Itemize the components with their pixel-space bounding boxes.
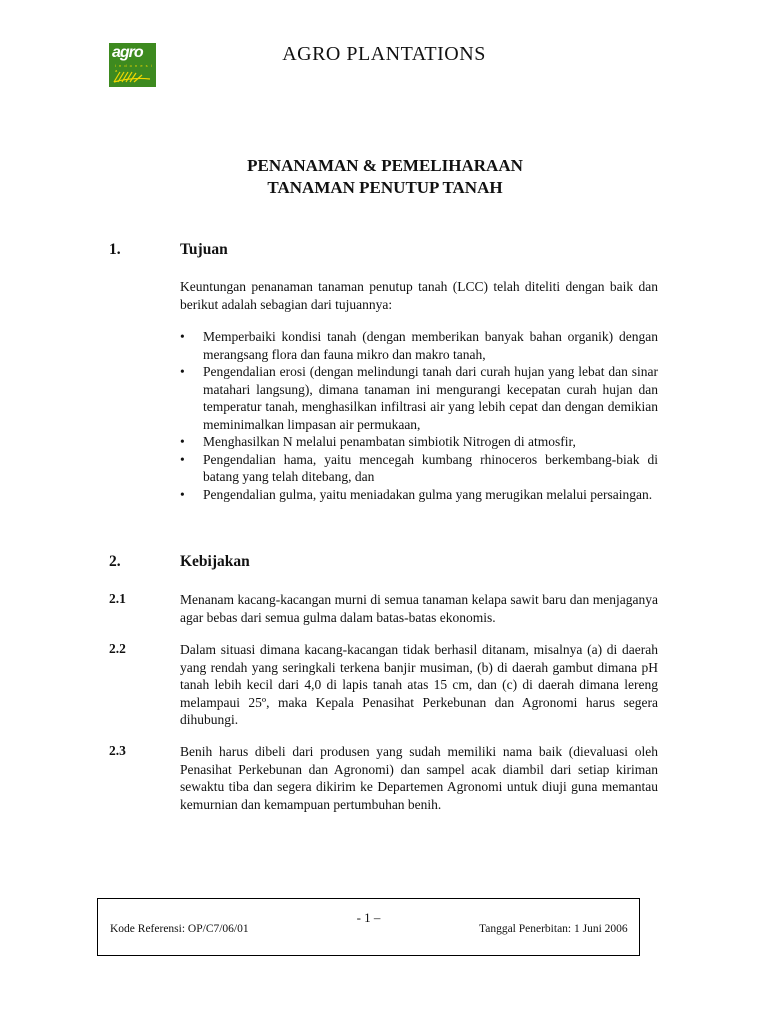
logo-wordmark: agro	[112, 44, 143, 61]
item-2-3-number: 2.3	[109, 743, 126, 758]
list-item-text: Memperbaiki kondisi tanah (dengan memberikan banyak bahan organik) dengan merangsang flora dan fauna mikro dan makro tanah,	[203, 329, 658, 362]
bullet-icon: •	[180, 434, 185, 449]
section-1-intro: Keuntungan penanaman tanaman penutup tanah (LCC) telah diteliti dengan baik dan berikut adalah sebagian dari tujuannya:	[180, 279, 658, 312]
document-title-line-2: TANAMAN PENUTUP TANAH	[267, 178, 503, 197]
bullet-icon: •	[180, 451, 185, 467]
list-item	[180, 363, 658, 433]
bullet-icon: •	[180, 364, 185, 379]
item-2-1-text: Menanam kacang-kacangan murni di semua tanaman kelapa sawit baru dan menjaganya agar bebas dari semua gulma dalam batas-batas ekonomis.	[180, 592, 658, 625]
item-2-1-number: 2.1	[109, 591, 126, 606]
agro-logo	[109, 43, 156, 87]
bullet-icon: •	[180, 329, 185, 344]
list-item-text: Pengendalian gulma, yaitu meniadakan gulma yang merugikan melalui persaingan.	[203, 486, 653, 502]
section-1-heading: Tujuan	[180, 241, 228, 258]
document-title-line-1: PENANAMAN & PEMELIHARAAN	[247, 156, 523, 175]
list-item-text: Pengendalian hama, yaitu mencegah kumbang rhinoceros berkembang-biak di batang yang telah ditebang, dan	[203, 451, 658, 484]
issue-date: Tanggal Penerbitan: 1 Juni 2006	[479, 923, 628, 935]
page-number: - 1 –	[356, 910, 381, 925]
item-2-2-number: 2.2	[109, 641, 126, 656]
list-item	[180, 486, 658, 504]
document-title	[150, 155, 620, 199]
item-2-2-text: Dalam situasi dimana kacang-kacangan tidak berhasil ditanam, misalnya (a) di daerah yang rendah yang seringkali terkena banjir musiman, (b) di daerah gambut dimana pH tanah lebih kecil dari 4,0 di lapis tanah atas 15 cm, dan (c) di daerah dimana lereng melampaui 25º, maka Kepala Penasihat Perkebunan dan Agronomi harus segera dihubungi.	[180, 642, 658, 728]
item-2-3-text: Benih harus dibeli dari produsen yang sudah memiliki nama baik (dievaluasi oleh Penasihat Perkebunan dan Agronomi) dan sampel acak diambil dari setiap kiriman sewaktu tiba dan segera dikirim ke Departemen Agronomi untuk diuji guna memantau kemurnian dan kemampuan pertumbuhan benih.	[180, 744, 658, 812]
section-2-heading: Kebijakan	[180, 553, 250, 570]
list-item	[180, 433, 658, 451]
list-item	[180, 451, 658, 486]
company-name: AGRO PLANTATIONS	[282, 43, 486, 65]
bullet-icon: •	[180, 486, 185, 502]
palm-fronds-icon	[112, 69, 152, 83]
page-footer	[97, 898, 640, 956]
section-1-number: 1.	[109, 241, 121, 258]
reference-code: Kode Referensi: OP/C7/06/01	[110, 923, 249, 935]
list-item-text: Pengendalian erosi (dengan melindungi tanah dari curah hujan yang lebat dan sinar matahari langsung), dimana tanaman ini mengurangi kecepatan curah hujan dan temperatur tanah, menghasilkan infiltrasi air yang lebih cepat dan dengan demikian meminimalkan limpasan air permukaan,	[203, 364, 658, 432]
logo-subtitle: i n d o n e s i a	[115, 63, 153, 73]
list-item	[180, 328, 658, 363]
list-item-text: Menghasilkan N melalui penambatan simbiotik Nitrogen di atmosfir,	[203, 434, 576, 449]
objectives-list	[180, 328, 658, 503]
section-2-number: 2.	[109, 553, 121, 570]
